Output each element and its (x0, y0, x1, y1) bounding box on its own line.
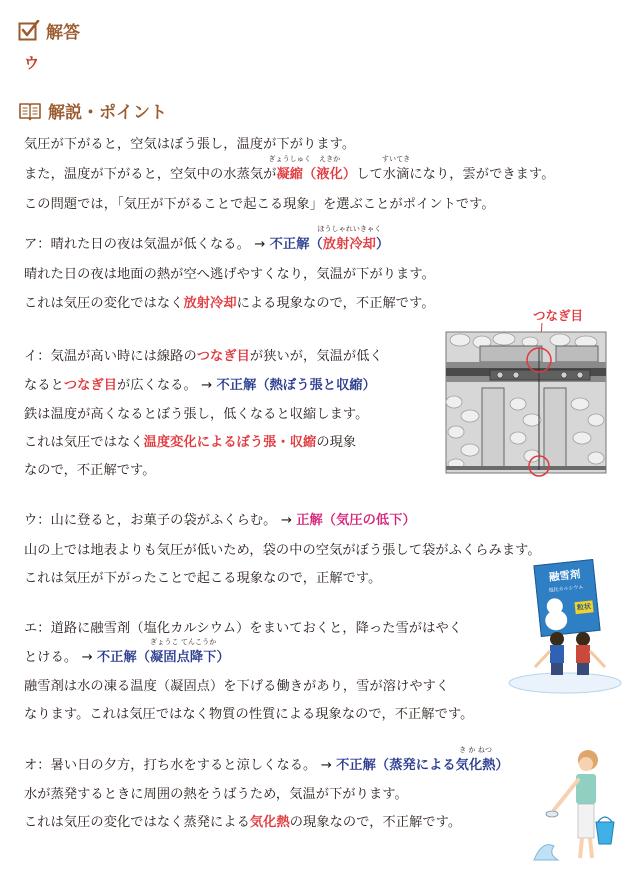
term: 液化 (316, 167, 343, 182)
woman-sprinkling-water-illustration (528, 748, 628, 866)
text: イ：気温が高い時には線路の (24, 349, 197, 364)
intro-line-1: 気圧が下がると，空気はぼう張し，温度が下がります。 (24, 137, 356, 152)
text: の現象なので，不正解です。 (289, 815, 462, 830)
term-ekika (316, 155, 343, 182)
ruby: えきか (318, 155, 341, 163)
option-u-line-2: 山の上では地表よりも気圧が低いため，袋の中の空気がぼう張して袋がふくらみます。 (24, 543, 541, 558)
paren: ） (495, 758, 509, 773)
book-icon (18, 101, 42, 121)
option-o-line-3 (24, 811, 461, 830)
bag-tag: 粒状 (574, 600, 593, 614)
answer-heading (18, 18, 80, 43)
ruby: すいてき (381, 155, 411, 163)
term-suiteki (381, 155, 411, 182)
option-o-line-2: 水が蒸発するときに周囲の熱をうばうため，気温が下がります。 (24, 787, 408, 802)
term-kikanetsu (455, 746, 496, 773)
verdict: 不正解（蒸発による (336, 758, 456, 773)
term: 温度変化によるぼう張・収縮 (143, 435, 317, 450)
option-e-line-1: エ：道路に融雪剤（塩化カルシウム）をまいておくと，降った雪がはやく (24, 621, 463, 636)
rail-joint-label: つなぎ目 (533, 308, 584, 323)
text: これは気圧ではなく (24, 435, 144, 450)
option-e-line-2 (24, 638, 230, 665)
explanation-heading (18, 98, 167, 123)
term-gyokotenkoka (150, 638, 217, 665)
term: 凝固点降下 (150, 650, 217, 665)
text: とける。 → (24, 650, 97, 665)
paren: （ (303, 167, 317, 182)
verdict: 不正解（ (269, 237, 323, 252)
intro-line-2 (24, 155, 555, 182)
verdict: 不正解（熱ぼう張と収縮） (216, 378, 376, 393)
option-a-explanation-1: 晴れた日の夜は地面の熱が空へ逃げやすくなり，気温が下がります。 (24, 267, 435, 282)
option-i-line-4 (24, 431, 356, 450)
option-i-line-1 (24, 345, 383, 364)
text: の現象 (316, 435, 357, 450)
rail-joint-illustration (440, 320, 612, 478)
explanation-heading-text: 解説・ポイント (48, 103, 167, 123)
option-i-line-2 (24, 374, 376, 393)
option-o-line-1 (24, 746, 509, 773)
text: ウ：山に登ると，お菓子の袋がふくらむ。 → (24, 513, 297, 528)
term: 気化熱 (249, 815, 290, 830)
term: 気化熱 (455, 758, 496, 773)
verdict: 正解（気圧の低下） (296, 513, 416, 528)
bag-title: 融雪剤 (548, 568, 581, 584)
option-e-line-3: 融雪剤は水の凍る温度（凝固点）を下げる働きがあり，雪が溶けやすく (24, 679, 450, 694)
ruby: き か ねつ (459, 746, 493, 754)
children-playing-illustration (505, 625, 625, 695)
answer-value: ウ (24, 54, 40, 72)
paren: ） (216, 650, 230, 665)
term: 放射冷却 (322, 237, 376, 252)
bag-subtitle: 塩化カルシウム (548, 584, 584, 594)
option-a-statement (24, 225, 390, 252)
text: になり，雲ができます。 (409, 167, 555, 182)
paren: ） (375, 237, 390, 252)
text: これは気圧の変化ではなく蒸発による (24, 815, 250, 830)
term: 水滴 (382, 167, 410, 182)
text: ア：晴れた日の夜は気温が低くなる。 → (24, 237, 270, 252)
ruby: ぎょうこ てんこうか (150, 638, 217, 646)
option-i-line-5: なので，不正解です。 (24, 463, 156, 478)
option-a-explanation-2 (24, 292, 435, 311)
option-u-line-1 (24, 509, 416, 528)
text: して (356, 167, 383, 182)
term: つなぎ目 (196, 349, 250, 364)
option-e-line-4: なります。これは気圧ではなく物質の性質による現象なので，不正解です。 (24, 707, 474, 722)
verdict: 不正解（ (96, 650, 151, 665)
text: これは気圧の変化ではなく (24, 296, 184, 311)
answer-heading-text: 解答 (46, 23, 80, 43)
term: つなぎ目 (63, 378, 118, 393)
text: が狭いが，気温が低く (249, 349, 383, 364)
text: が広くなる。 → (117, 378, 217, 393)
text: なると (24, 378, 64, 393)
ruby: ほうしゃれいきゃく (317, 225, 382, 233)
option-u-line-3: これは気圧が下がったことで起こる現象なので，正解です。 (24, 571, 382, 586)
term-hoshareikyaku (317, 225, 382, 252)
term: 放射冷却 (183, 296, 237, 311)
term: 凝縮 (276, 167, 304, 182)
intro-line-3: この問題では，「気圧が下がることで起こる現象」を選ぶことがポイントです。 (24, 197, 495, 212)
text: による現象なので，不正解です。 (236, 296, 435, 311)
checkbox-icon (18, 20, 40, 42)
ruby: ぎょうしゅく (268, 155, 312, 163)
term-gyoshuku (268, 155, 312, 182)
text: また，温度が下がると，空気中の水蒸気が (24, 167, 277, 182)
text: オ：暑い日の夕方，打ち水をすると涼しくなる。 → (24, 758, 337, 773)
paren: ） (342, 167, 357, 182)
option-i-line-3: 鉄は温度が高くなるとぼう張し，低くなると収縮します。 (24, 407, 369, 422)
